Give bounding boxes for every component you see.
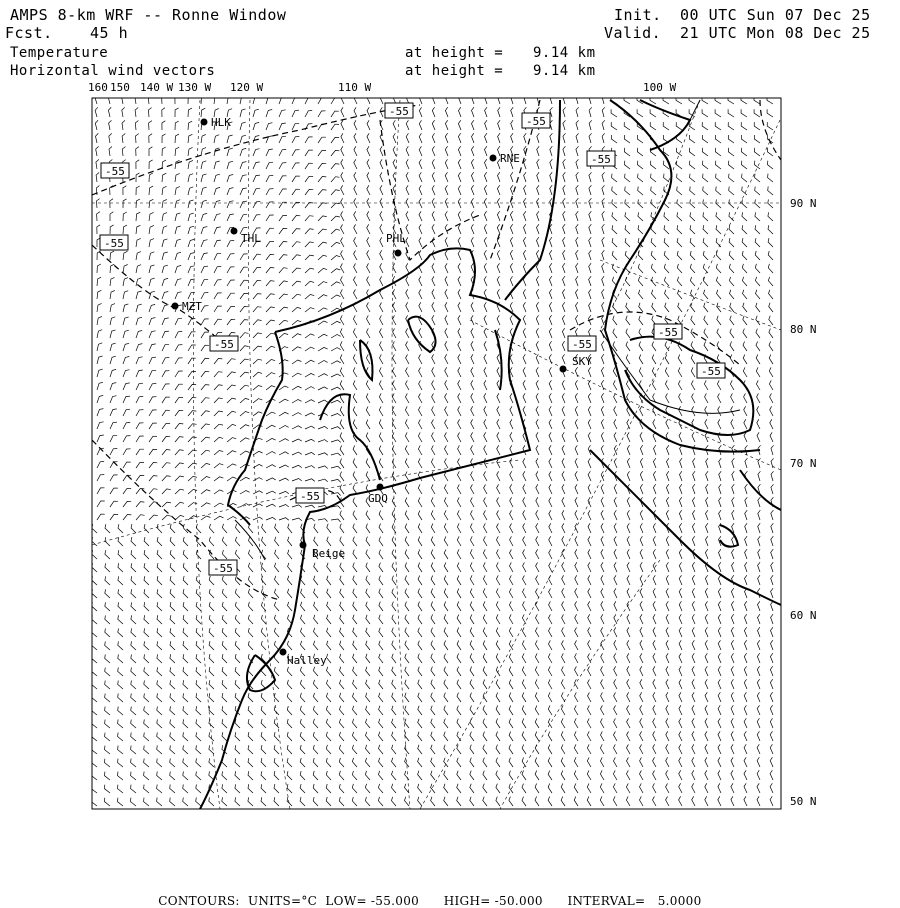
contour-label [209,560,237,575]
field-height-value-2: 9.14 km [533,63,596,79]
station-label-hlk: HLK [211,116,231,129]
lon-label: 100 W [643,81,677,94]
contour-label [522,113,550,128]
svg-text:-55: -55 [104,237,124,250]
station-label-beige: Beige [312,547,346,560]
interval-text: INTERVAL= 5.0000 [567,894,702,908]
contours-label: CONTOURS: [158,894,240,908]
lon-label: 150 [110,81,130,94]
field-name-wind: Horizontal wind vectors [10,63,216,79]
valid-time: 21 UTC Mon 08 Dec 25 [680,24,871,42]
contour-label [210,336,238,351]
station-label-rne: RNE [500,152,520,165]
contour-label [587,151,615,166]
station-label-gdq: GDQ [368,492,388,505]
contour-label [568,336,596,351]
units-text: UNITS=°C [247,894,318,908]
high-text: HIGH= -50.000 [443,894,543,908]
lon-label: 130 W [178,81,212,94]
lat-label: 70 N [790,457,817,470]
field-height-label-2: at height = [405,63,504,79]
coastline [200,100,781,809]
init-time: 00 UTC Sun 07 Dec 25 [680,6,871,24]
station-beige [300,542,346,561]
graticule [92,100,781,809]
lon-label: 110 W [338,81,372,94]
station-label-mzt: MZT [182,300,202,313]
station-halley [280,649,328,668]
station-phl [386,232,406,257]
contour-label [697,363,725,378]
svg-text:-55: -55 [389,105,409,118]
svg-text:-55: -55 [213,562,233,575]
station-mzt [172,300,203,313]
contour-label [654,324,682,339]
contour-info [150,880,702,908]
contour-label [101,163,129,178]
station-label-thl: THL [241,232,261,245]
station-thl [231,228,262,246]
svg-text:-55: -55 [105,165,125,178]
lon-label: 140 W [140,81,174,94]
station-label-phl: PHL [386,232,406,245]
wind-vector-field [91,94,773,806]
lat-label: 90 N [790,197,817,210]
svg-text:-55: -55 [526,115,546,128]
svg-text:-55: -55 [300,490,320,503]
lon-label: 160 [88,81,108,94]
lon-label: 120 W [230,81,264,94]
latitude-labels [790,197,817,808]
valid-label: Valid. [604,24,662,42]
lat-label: 80 N [790,323,817,336]
contour-label [385,103,413,118]
svg-text:-55: -55 [701,365,721,378]
station-label-halley: Halley [287,654,327,667]
station-rne [490,152,520,165]
contour-label [100,235,128,250]
svg-text:-55: -55 [658,326,678,339]
field-name-temperature: Temperature [10,45,109,61]
field-height-value-1: 9.14 km [533,45,596,61]
longitude-labels [88,81,676,94]
map-title: AMPS 8-km WRF -- Ronne Window [10,6,287,24]
lat-label: 60 N [790,609,817,622]
temperature-contours [92,100,781,600]
forecast-label: Fcst. [5,24,53,42]
map-frame [92,98,781,809]
low-text: LOW= -55.000 [325,894,420,908]
svg-text:-55: -55 [572,338,592,351]
init-label: Init. [614,6,662,24]
lat-label: 50 N [790,795,817,808]
station-hlk [201,116,232,129]
svg-text:-55: -55 [214,338,234,351]
contour-label [296,488,324,503]
forecast-hour: 45 h [90,24,129,42]
station-label-sky: SKY [572,355,592,368]
field-height-label-1: at height = [405,45,504,61]
svg-text:-55: -55 [591,153,611,166]
